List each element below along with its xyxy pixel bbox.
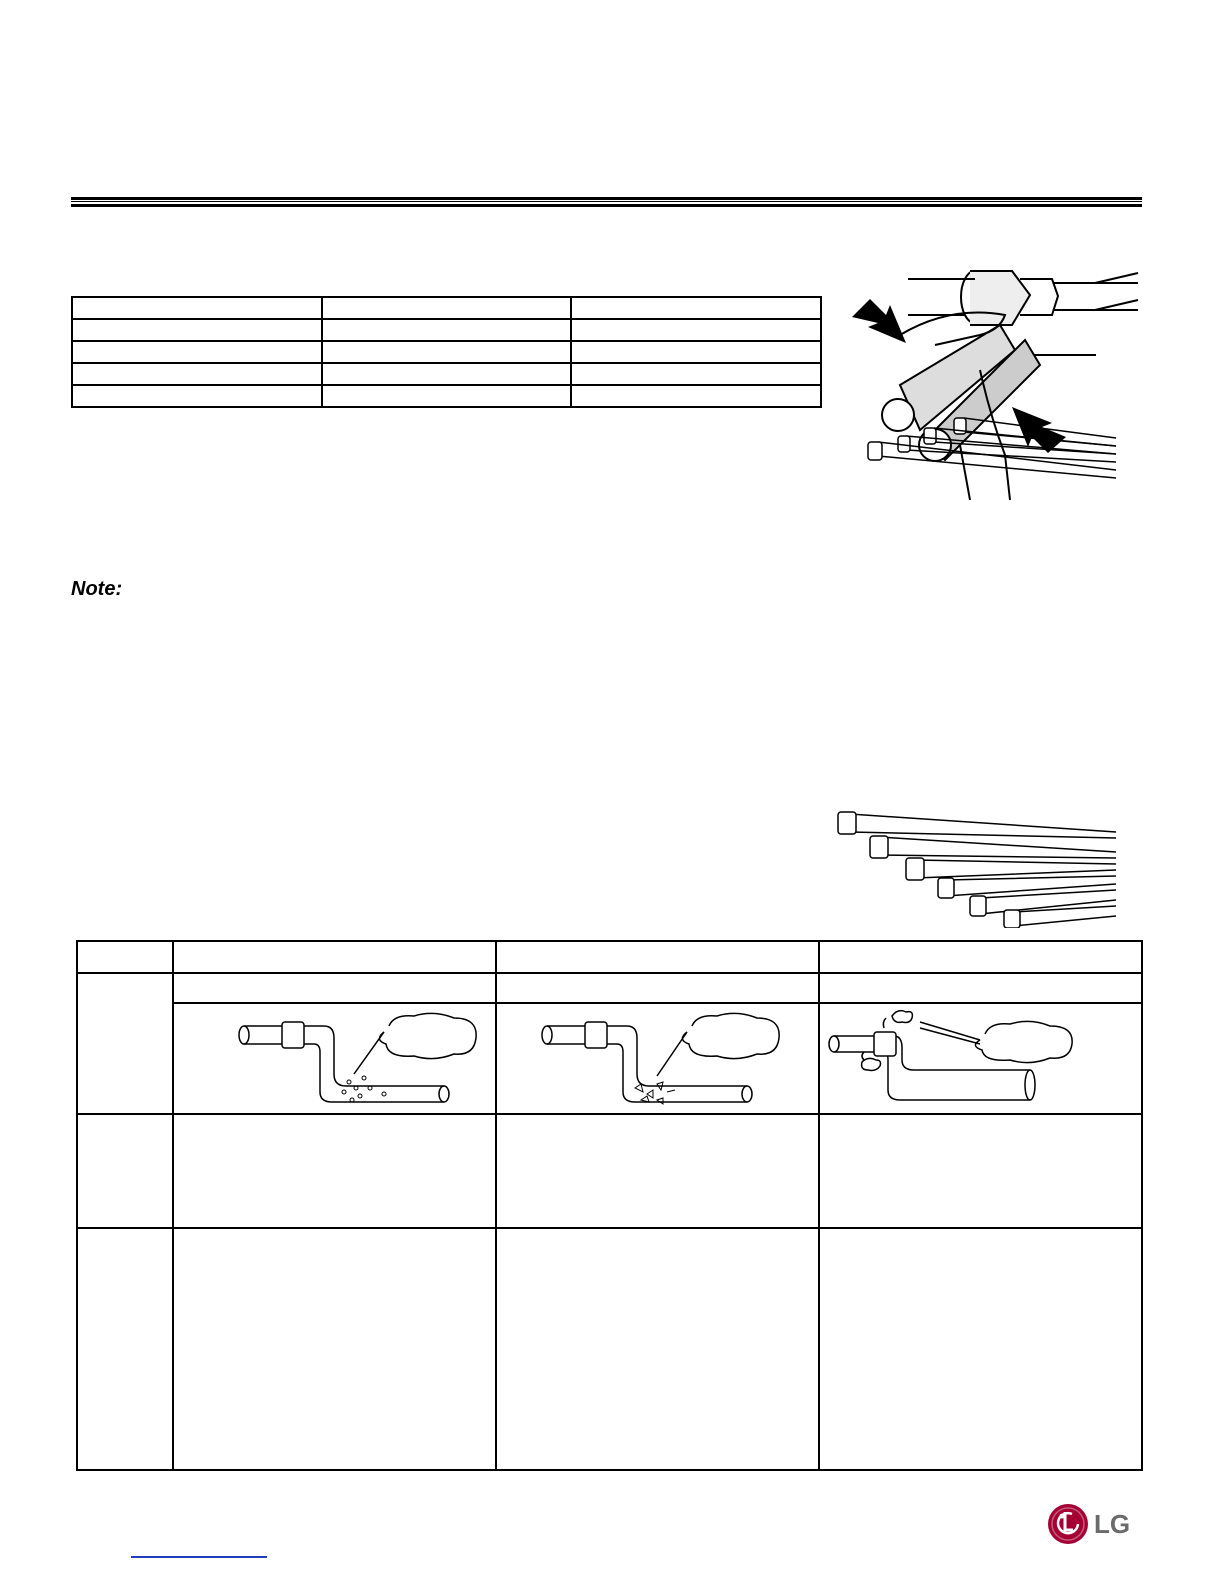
table-row [72,363,821,385]
table-row [77,973,1142,1003]
figure-cell [173,1003,496,1114]
note-label: Note: [71,578,123,600]
moisture-pipe-icon [174,1004,495,1108]
torque-table [71,296,822,408]
table-row [72,319,821,341]
table-row [77,1114,1142,1228]
table-row [72,297,821,319]
pipe-issue-table [76,940,1143,1471]
lg-logo [1046,1500,1138,1548]
footer-link-underline[interactable] [131,1556,267,1558]
leak-pipe-icon [820,1004,1141,1108]
table-row [72,341,821,363]
dust-pipe-icon [497,1004,818,1108]
figure-cell [496,1003,819,1114]
figure-cell [819,1003,1142,1114]
header-double-rule [71,197,1142,207]
table-row [77,1228,1142,1470]
table-row [77,941,1142,973]
table-row [77,1003,1142,1114]
pipe-bundle-icon [834,412,1118,928]
table-row [72,385,821,407]
svg-text:LG: LG [1094,1509,1131,1539]
